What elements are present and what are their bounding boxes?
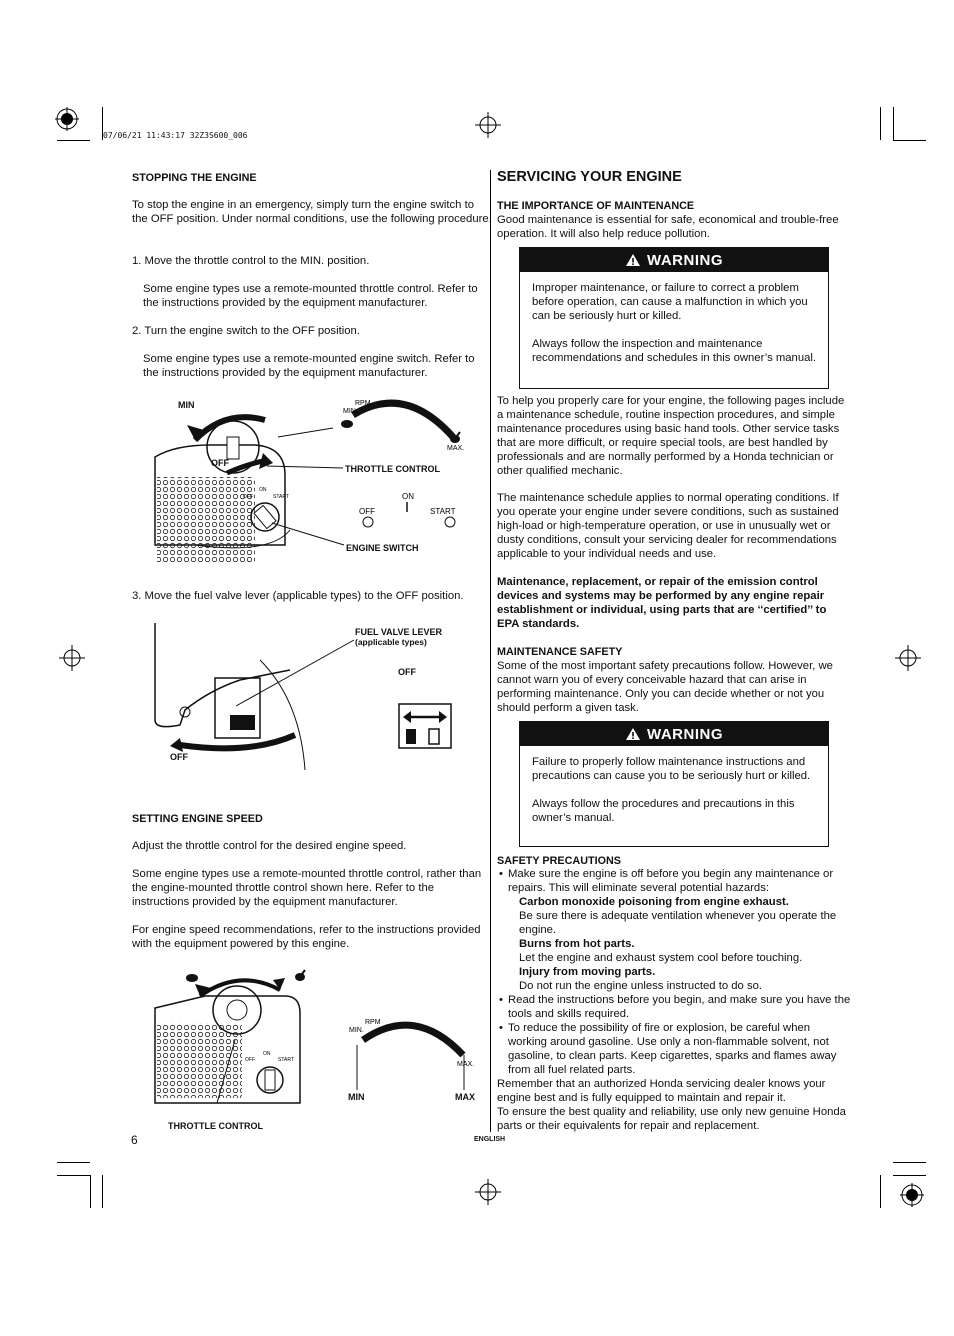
warning-1-p2: Always follow the inspection and maintenance recommendations and schedules in this owner’s manual.: [532, 337, 817, 364]
rpm-min-label: MIN.: [343, 408, 358, 415]
small-off-label: OFF: [243, 494, 253, 500]
bullet-3: [499, 1022, 848, 1078]
section-title: SERVICING YOUR ENGINE: [497, 169, 682, 185]
warning-triangle-icon-2: [625, 727, 641, 741]
warning-2-p2: Always follow the procedures and precautions in this owner’s manual.: [532, 797, 795, 824]
applicable-types-label: (applicable types): [355, 637, 427, 647]
throttle-control-label: THROTTLE CONTROL: [345, 464, 440, 474]
emission-paragraph: Maintenance, replacement, or repair of the emission control devices and systems may be performed by any engine repair establishment or individual, using parts that are ‘‘certified’’ to EPA standards.: [497, 576, 827, 630]
injury-heading: Injury from moving parts.: [519, 966, 656, 978]
bullet-dot: •: [499, 868, 503, 880]
switch-off-label: OFF: [359, 507, 375, 516]
importance-text: Good maintenance is essential for safe, economical and trouble-free operation. It will also help reduce pollution.: [497, 214, 839, 240]
burn-text: Let the engine and exhaust system cool before touching.: [519, 952, 803, 964]
footer-language: ENGLISH: [474, 1136, 506, 1143]
warning-label-1: WARNING: [647, 251, 723, 269]
small-on-label-2: ON: [263, 1051, 271, 1057]
warning-2-p1: Failure to properly follow maintenance instructions and precautions can cause you to be seriously hurt or killed.: [532, 756, 811, 782]
rpm-label: RPM: [355, 400, 371, 407]
step-1-note: Some engine types use a remote-mounted throttle control. Refer to the instructions provided by the equipment manufacturer.: [143, 283, 478, 309]
print-stamp: 07/06/21 11:43:17 32Z3S600_006: [103, 131, 248, 140]
rpm-max-label-2: MAX.: [457, 1061, 475, 1068]
warning-label-2: WARNING: [647, 725, 723, 743]
co-heading: Carbon monoxide poisoning from engine exhaust.: [519, 896, 789, 908]
speed-heading: SETTING ENGINE SPEED: [132, 813, 263, 825]
switch-on-label: ON: [402, 492, 414, 501]
bullet-1-text: Make sure the engine is off before you begin any maintenance or repairs. This will eliminate several potential hazards:: [508, 868, 834, 894]
bullet-2: [499, 994, 853, 1022]
bullet-dot: •: [499, 1022, 503, 1034]
speed-p2: Some engine types use a remote-mounted throttle control, rather than the engine-mounted throttle control shown here. Refer to the instructions provided by the equipment manufacturer.: [132, 868, 482, 908]
small-on-label: ON: [259, 487, 267, 493]
stopping-intro: To stop the engine in an emergency, simply turn the engine switch to the OFF position. Under normal conditions, use the following procedure.: [132, 199, 492, 225]
small-start-label-2: START: [278, 1057, 294, 1063]
step-2-note: Some engine types use a remote-mounted engine switch. Refer to the instructions provided by the equipment manufacturer.: [143, 353, 475, 379]
warning-box-2: [519, 721, 829, 847]
importance-heading: THE IMPORTANCE OF MAINTENANCE: [497, 200, 695, 212]
rpm-max-label: MAX.: [447, 445, 465, 452]
burn-heading: Burns from hot parts.: [519, 938, 635, 950]
rpm-min-label-2: MIN.: [349, 1027, 364, 1034]
small-off-label-2: OFF: [245, 1057, 255, 1063]
co-text: Be sure there is adequate ventilation whenever you operate the engine.: [519, 910, 837, 936]
speed-p3: For engine speed recommendations, refer to the instructions provided with the equipment powered by this engine.: [132, 924, 481, 950]
max-label-2: MAX: [455, 1092, 475, 1102]
throttle-control-label-2: THROTTLE CONTROL: [168, 1121, 263, 1131]
fuel-off-left-label: OFF: [170, 752, 188, 762]
schedule-paragraph: The maintenance schedule applies to normal operating conditions. If you operate your engine under severe conditions, such as sustained high-load or high-temperature operation, or use in unusually wet or dusty conditions, consult your servicing dealer for recommendations applicable to your individual needs and use.: [497, 492, 839, 560]
warning-box-1: [519, 247, 829, 389]
dealer-paragraph: Remember that an authorized Honda servicing dealer knows your engine best and is fully equipped to maintain and repair it.: [497, 1078, 826, 1104]
min-label: MIN: [178, 400, 195, 410]
bullet-dot: •: [499, 994, 503, 1006]
precautions-heading: SAFETY PRECAUTIONS: [497, 855, 621, 867]
min-label-2: MIN: [348, 1092, 365, 1102]
small-start-label: START: [273, 494, 289, 500]
help-paragraph: To help you properly care for your engine, the following pages include a maintenance schedule, routine inspection procedures, and simple maintenance procedures using basic hand tools. Other service tasks that are more difficult, or require special tools, are best handled by professionals and are normally performed by a Honda technician or other qualified mechanic.: [497, 395, 845, 477]
step-1: 1. Move the throttle control to the MIN. position.: [132, 255, 370, 267]
fuel-valve-lever-label: FUEL VALVE LEVER: [355, 627, 443, 637]
step-3: 3. Move the fuel valve lever (applicable types) to the OFF position.: [132, 590, 464, 602]
engine-switch-label: ENGINE SWITCH: [346, 543, 419, 553]
fuel-off-right-label: OFF: [398, 667, 416, 677]
maintenance-safety-heading: MAINTENANCE SAFETY: [497, 646, 623, 658]
warning-triangle-icon: [625, 253, 641, 267]
bullet-3-text: To reduce the possibility of fire or explosion, be careful when working around gasoline. Use only a non-flammable solvent, not gasoline, to clean parts. Keep cigarettes, sparks and flames away from all fuel related parts.: [508, 1022, 837, 1076]
warning-1-p1: Improper maintenance, or failure to correct a problem before operation, can cause a malfunction in which you can be seriously hurt or killed.: [532, 282, 808, 322]
warning-bar-2: [520, 722, 828, 746]
bullet-1: [499, 868, 844, 896]
bullet-2-text: Read the instructions before you begin, and make sure you have the tools and skills required.: [508, 994, 851, 1020]
stopping-heading: STOPPING THE ENGINE: [132, 172, 257, 184]
off-label: OFF: [211, 458, 229, 468]
speed-p1: Adjust the throttle control for the desired engine speed.: [132, 840, 407, 852]
rpm-label-2: RPM: [365, 1019, 381, 1026]
injury-text: Do not run the engine unless instructed to do so.: [519, 980, 763, 992]
warning-bar-1: [520, 248, 828, 272]
switch-start-label: START: [430, 507, 456, 516]
maintenance-safety-text: Some of the most important safety precautions follow. However, we cannot warn you of every conceivable hazard that can arise in performing maintenance. Only you can decide whether or not you should perform a given task.: [497, 660, 833, 714]
page-number: 6: [131, 1133, 138, 1147]
step-2: 2. Turn the engine switch to the OFF position.: [132, 325, 360, 337]
parts-paragraph: To ensure the best quality and reliability, use only new genuine Honda parts or their equivalents for repair and replacement.: [497, 1106, 846, 1132]
